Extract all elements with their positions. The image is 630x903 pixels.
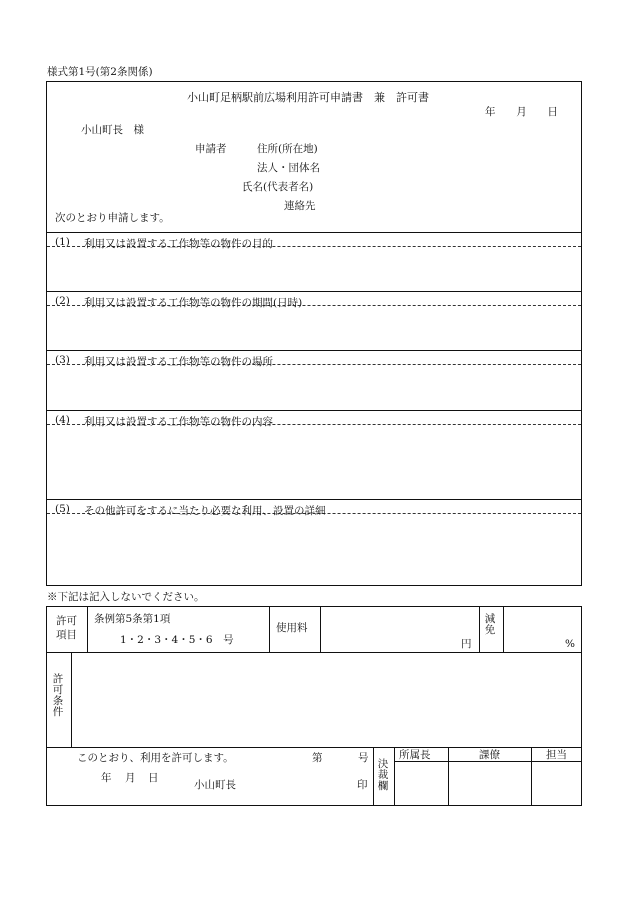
application-date (485, 107, 558, 118)
section-number: (4) (55, 414, 70, 426)
applicant-address-field[interactable]: 住所(所在地) (257, 143, 318, 155)
section-number: (5) (55, 503, 70, 515)
section-header (47, 351, 581, 368)
office-use-box (46, 606, 582, 806)
seal-mark: 印 (357, 779, 368, 791)
section-purpose[interactable] (47, 232, 581, 291)
addressee: 小山町長 様 (81, 124, 144, 136)
form-number-label: 様式第1号(第2条関係) (47, 66, 153, 78)
permit-statement: このとおり、利用を許可します。 (77, 752, 234, 764)
section-title: 利用又は設置する工作物等の物件の目的 (84, 238, 273, 250)
permit-date-year: 年 (101, 772, 112, 784)
date-month-label: 月 (516, 106, 527, 118)
section-header (47, 411, 581, 428)
staff-label: 担当 (546, 749, 567, 761)
section-title: 利用又は設置する工作物等の物件の場所 (84, 356, 273, 368)
date-year-label: 年 (485, 106, 496, 118)
section-period[interactable] (47, 291, 581, 350)
permit-conditions-label: 許可条件 (52, 673, 64, 719)
section-header (47, 292, 581, 309)
usage-fee-label: 使用料 (276, 622, 308, 634)
decision-column-label: 決裁欄 (377, 758, 389, 793)
section-chief-label: 課僚 (479, 749, 500, 761)
application-box (46, 81, 582, 586)
applicant-label: 申請者 (195, 143, 227, 155)
col-divider (394, 747, 395, 805)
section-header (47, 233, 581, 250)
section-header (47, 500, 581, 517)
col-divider (531, 747, 532, 805)
permit-date-month: 月 (125, 772, 136, 784)
permit-date-day: 日 (148, 772, 159, 784)
director-label: 所属長 (399, 749, 431, 761)
ordinance-item-options[interactable]: 1・2・3・4・5・6 号 (120, 634, 234, 646)
permit-item-label-2: 項目 (56, 629, 77, 641)
row-divider (394, 761, 581, 762)
number-suffix: 号 (358, 752, 369, 764)
section-number: (1) (55, 236, 70, 248)
form-title: 小山町足柄駅前広場利用許可申請書 兼 許可書 (187, 91, 429, 104)
section-title: 利用又は設置する工作物等の物件の内容 (84, 416, 273, 428)
intro-text: 次のとおり申請します。 (55, 212, 170, 224)
section-number: (3) (55, 354, 70, 366)
col-divider (503, 607, 504, 652)
col-divider (479, 607, 480, 652)
yen-unit: 円 (461, 638, 472, 650)
number-prefix: 第 (312, 752, 323, 764)
row-divider (47, 652, 581, 653)
mayor-label: 小山町長 (194, 779, 236, 791)
section-location[interactable] (47, 350, 581, 410)
section-details[interactable] (47, 499, 581, 585)
col-divider (269, 607, 270, 652)
section-title: 利用又は設置する工作物等の物件の期間(日時) (84, 297, 303, 309)
applicant-name-field[interactable]: 氏名(代表者名) (242, 181, 314, 193)
date-day-label: 日 (547, 106, 558, 118)
permit-item-label: 許可 (56, 615, 77, 627)
row-divider (47, 747, 581, 748)
applicant-corporation-field[interactable]: 法人・団体名 (257, 162, 320, 174)
col-divider (320, 607, 321, 652)
percent-unit: % (565, 638, 575, 650)
exemption-label: 減免 (484, 613, 496, 637)
office-use-notice: ※下記は記入しないでください。 (47, 591, 205, 603)
col-divider (448, 747, 449, 805)
section-content[interactable] (47, 410, 581, 499)
col-divider (71, 652, 72, 747)
col-divider (87, 607, 88, 652)
applicant-contact-field[interactable]: 連絡先 (284, 200, 316, 212)
section-title: その他許可をするに当たり必要な利用、設置の詳細 (84, 505, 326, 517)
col-divider (373, 747, 374, 805)
ordinance-label: 条例第5条第1項 (94, 613, 171, 625)
section-number: (2) (55, 295, 70, 307)
